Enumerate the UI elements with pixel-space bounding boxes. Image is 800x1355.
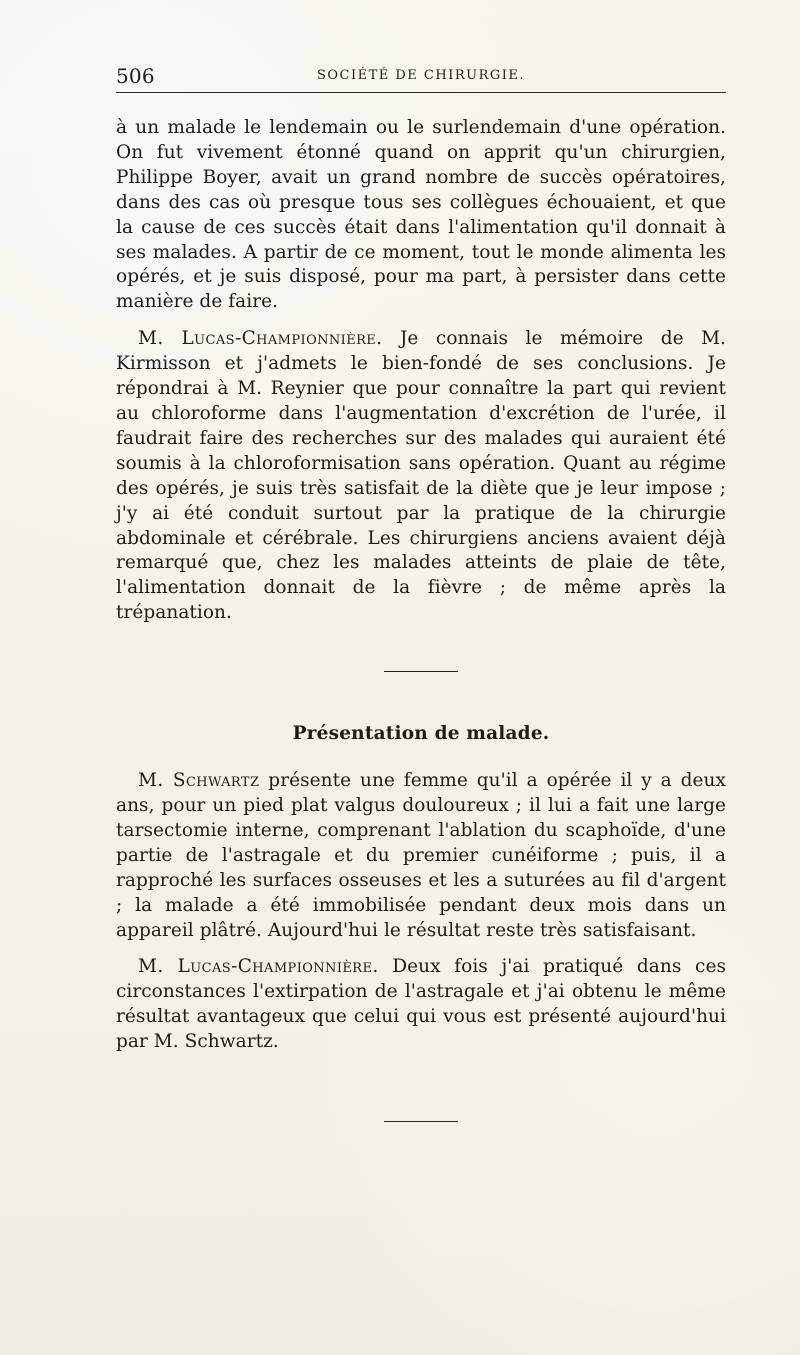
speaker-name: M. Lucas-Championnière. <box>138 956 379 978</box>
speaker-name: M. Schwartz <box>138 770 260 792</box>
speaker-name: M. Lucas-Championnière. <box>138 328 383 350</box>
paragraph-text: présente une femme qu'il a opérée il y a deux ans, pour un pied plat valgus douloureux ; il lui a fait une large tarsectomie interne, comprenant l'ablation du scaphoïde, d'une partie de l'astragale et du premier cunéiforme ; puis, il a rapproché les surfaces osseuses et les a suturées au fil d'argent ; la malade a été immobilisée pendant deux mois dans un appareil plâtré. Aujourd'hui le résultat reste très satisfaisant. <box>116 770 726 941</box>
paragraph-lucas-championniere-response <box>116 327 726 626</box>
page-header <box>116 64 726 93</box>
section-divider <box>384 671 458 672</box>
paragraph-schwartz-presentation <box>116 769 726 943</box>
section-title: Présentation de malade. <box>292 723 550 745</box>
end-divider <box>384 1121 458 1122</box>
paragraph-lucas-championniere-comment <box>116 955 726 1055</box>
paragraph-text: Je connais le mémoire de M. Kirmisson et j'admets le bien-fondé de ses conclusions. Je répondrai à M. Reynier que pour connaître la part qui revient au chloroforme dans l'augmentation d'excrétion de l'urée, il faudrait faire des recherches sur des malades qui auraient été soumis à la chloroformisation sans opération. Quant au régime des opérés, je suis très satisfait de la diète que je leur impose ; j'y ai été conduit surtout par la pratique de la chirurgie abdominale et cérébrale. Les chirurgiens anciens avaient déjà remarqué que, chez les malades atteints de plaie de tête, l'alimentation donnait de la fièvre ; de même après la trépanation. <box>116 328 726 624</box>
page-content <box>116 64 726 1122</box>
paragraph-text: Deux fois j'ai pratiqué dans ces circonstances l'extirpation de l'astragale et j'ai obtenu le même résultat avantageux que celui qui vous est présenté aujourd'hui par M. Schwartz. <box>116 956 726 1053</box>
running-head: SOCIÉTÉ DE CHIRURGIE. <box>316 68 526 83</box>
paragraph-continuation: à un malade le lendemain ou le surlendemain d'une opération. On fut vivement étonné quand on apprit qu'un chirurgien, Philippe Boyer, avait un grand nombre de succès opératoires, dans des cas où presque tous ses collègues échouaient, et que la cause de ces succès était dans l'alimentation qu'il donnait à ses malades. A partir de ce moment, tout le monde alimenta les opérés, et je suis disposé, pour ma part, à persister dans cette manière de faire. <box>116 117 726 313</box>
page-number: 506 <box>116 64 155 88</box>
